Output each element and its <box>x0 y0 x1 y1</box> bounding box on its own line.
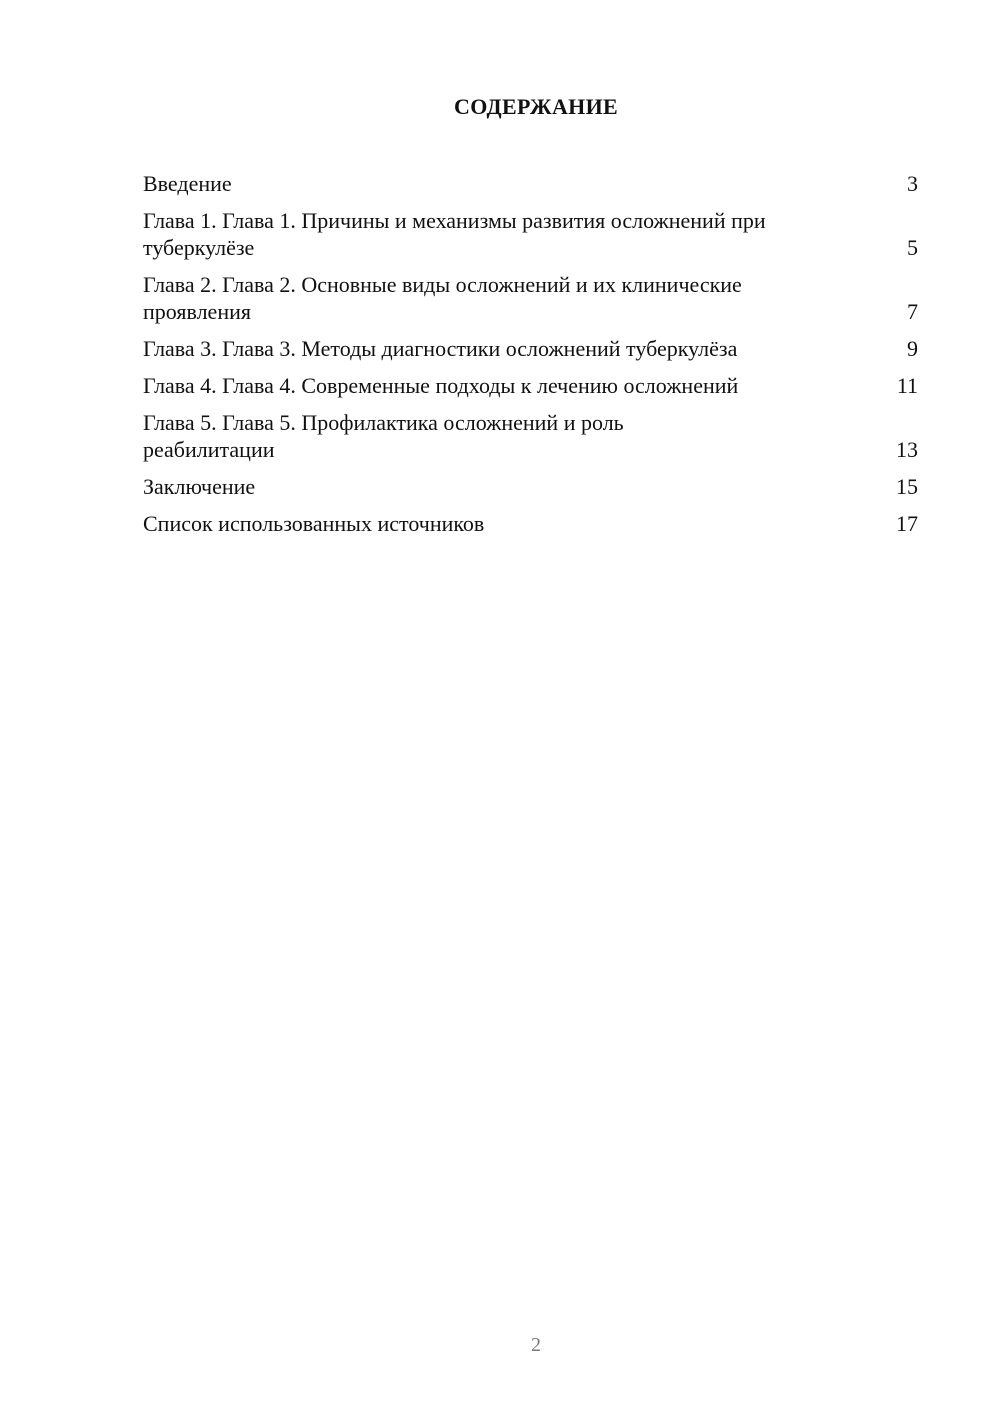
toc-entry-chapter-3 <box>143 335 918 362</box>
page-number: 2 <box>531 1334 541 1356</box>
toc-heading: СОДЕРЖАНИЕ <box>454 94 618 119</box>
table-of-contents <box>143 170 918 547</box>
toc-entry-text: Список использованных источников <box>143 511 485 536</box>
toc-entry-chapter-4 <box>143 372 918 399</box>
toc-entry-text: Глава 2. Глава 2. Основные виды осложнений и их клинические проявления <box>143 272 742 324</box>
toc-entry-chapter-1 <box>143 207 918 261</box>
toc-entry-chapter-2 <box>143 271 918 325</box>
toc-entry-page: 5 <box>907 235 918 260</box>
toc-entry-chapter-5 <box>143 409 918 463</box>
toc-entry-text: Глава 3. Глава 3. Методы диагностики осложнений туберкулёза <box>143 336 738 361</box>
toc-entry-page: 9 <box>907 336 918 361</box>
toc-entry-references <box>143 510 918 537</box>
toc-entry-page: 17 <box>896 511 918 536</box>
toc-entry-page: 11 <box>896 373 918 398</box>
toc-entry-text: Заключение <box>143 474 256 499</box>
toc-entry-page: 13 <box>896 437 918 462</box>
toc-entry-text: Глава 5. Глава 5. Профилактика осложнений и роль реабилитации <box>143 410 624 462</box>
toc-entry-conclusion <box>143 473 918 500</box>
toc-entry-introduction <box>143 170 918 197</box>
toc-entry-text: Введение <box>143 171 232 196</box>
toc-entry-page: 7 <box>907 299 918 324</box>
toc-entry-text: Глава 4. Глава 4. Современные подходы к лечению осложнений <box>143 373 739 398</box>
toc-entry-page: 15 <box>896 474 918 499</box>
toc-entry-text: Глава 1. Глава 1. Причины и механизмы развития осложнений при туберкулёзе <box>143 208 766 260</box>
toc-entry-page: 3 <box>907 171 918 196</box>
